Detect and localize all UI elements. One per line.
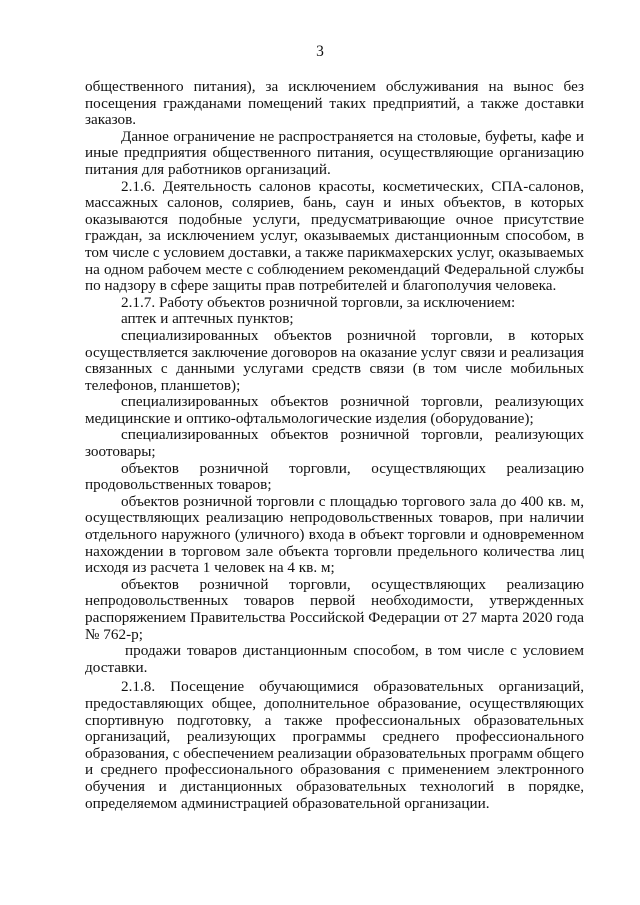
document-body [85, 79, 584, 812]
list-item-essential-goods: объектов розничной торговли, осуществляющих реализацию непродовольственных товаров первой необходимости, утвержденных распоряжением Правительства Российской Федерации от 27 марта 2020 года № 762-р; [85, 575, 584, 643]
list-item-telecom-stores: специализированных объектов розничной торговли, в которых осуществляется заключение договоров на оказание услуг связи и реализация связанных с данными услугами средств связи (в том числе мобильных телефонов, планшетов); [85, 326, 584, 394]
paragraph-2-1-6-beauty-salons: 2.1.6. Деятельность салонов красоты, косметических, СПА-салонов, массажных салонов, соляриев, бань, саун и иных объектов, в которых оказываются подобные услуги, предусматривающие очное присутствие граждан, за исключением услуг, оказываемых дистанционным способом, в том числе с условием доставки, а также парикмахерских услуг, оказываемых на одном рабочем месте с соблюдением рекомендаций Федеральной службы по надзору в сфере защиты прав потребителей и благополучия человека. [85, 177, 584, 295]
paragraph-2-1-7-retail: 2.1.7. Работу объектов розничной торговли, за исключением: [121, 293, 516, 311]
paragraph-catering-continuation: общественного питания), за исключением обслуживания на вынос без посещения гражданами помещений таких предприятий, а также доставки заказов. [85, 78, 584, 129]
paragraph-2-1-8-education: 2.1.8. Посещение обучающимися образовательных организаций, предоставляющих общее, дополнительное образование, осуществляющих спортивную подготовку, а также профессиональных образовательных организаций, реализующих программы среднего профессионального образования, с обеспечением реализации образовательных программ общего и среднего профессионального образования с применением электронного обучения и дистанционных образовательных технологий в порядке, определяемом администрацией образовательной организации. [85, 678, 584, 812]
paragraph-catering-exception: Данное ограничение не распространяется на столовые, буфеты, кафе и иные предприятия общественного питания, осуществляющие организацию питания для работников организаций. [85, 127, 584, 178]
list-item-small-nonfood-retail: объектов розничной торговли с площадью торгового зала до 400 кв. м, осуществляющих реализацию непродовольственных товаров, при наличии отдельного наружного (уличного) входа в объект торговли и одновременном нахождении в торговом зале объекта торговли предельного количества лиц исходя из расчета 1 человек на 4 кв. м; [85, 492, 584, 577]
list-item-pharmacies: аптек и аптечных пунктов; [121, 310, 294, 328]
list-item-pet-goods: специализированных объектов розничной торговли, реализующих зоотовары; [85, 426, 584, 461]
list-item-food-retail: объектов розничной торговли, осуществляющих реализацию продовольственных товаров; [85, 459, 584, 494]
page-number: 3 [316, 43, 324, 60]
list-item-medical-goods: специализированных объектов розничной торговли, реализующих медицинские и оптико-офтальмологические изделия (оборудование); [85, 393, 584, 427]
list-item-remote-sales: продажи товаров дистанционным способом, в том числе с условием доставки. [85, 642, 584, 676]
